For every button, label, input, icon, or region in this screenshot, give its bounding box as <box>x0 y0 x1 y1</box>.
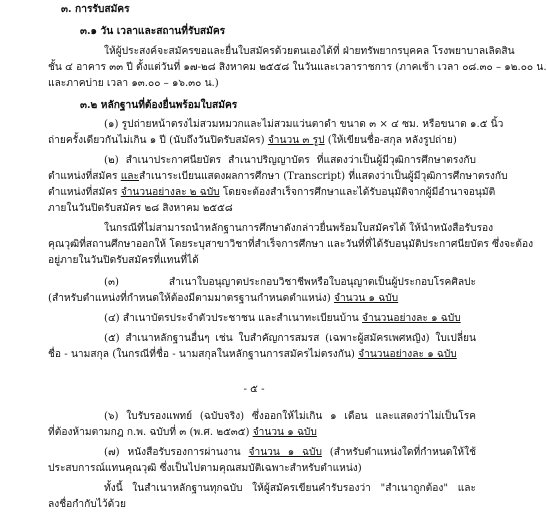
list-item-line: ถ่ายครั้งเดียวกันไม่เกิน ๑ ปี (นับถึงวันปิดรับสมัคร) จำนวน ๓ รูป (ให้เขียนชื่อ-สกุล หลังรูปถ่าย) <box>48 135 457 146</box>
list-item-line: (๓) สำเนาใบอนุญาตประกอบวิชาชีพหรือใบอนุญาตเป็นผู้ประกอบโรคศิลปะ <box>104 277 476 288</box>
note-line: คุณวุฒิที่สถานศึกษาออกให้ โดยระบุสาขาวิชาที่สำเร็จการศึกษา และวันที่ที่ได้รับอนุมัติประกาศนียบัตร ซึ่งจะต้อง <box>48 239 534 250</box>
underlined-quantity: จำนวน ๑ ฉบับ <box>248 447 322 458</box>
subsection-heading: ๓.๒ หลักฐานที่ต้องยื่นพร้อมใบสมัคร <box>80 99 238 111</box>
paragraph-line: และภาคบ่าย เวลา ๑๓.๐๐ – ๑๖.๓๐ น.) <box>48 78 219 89</box>
list-item-line: ประสบการณ์แทนคุณวุฒิ ซึ่งเป็นไปตามคุณสมบัติเฉพาะสำหรับตำแหน่ง) <box>48 463 362 474</box>
list-item-line: ตำแหน่งที่สมัคร จำนวนอย่างละ ๒ ฉบับ โดยจะต้องสำเร็จการศึกษาและได้รับอนุมัติจากผู้มีอำนาจอนุมัติ <box>48 187 496 198</box>
underlined-quantity: จำนวน ๑ ฉบับ <box>252 427 317 438</box>
list-item-line: (๑) รูปถ่ายหน้าตรงไม่สวมหมวกและไม่สวมแว่นตาดำ ขนาด ๓ × ๔ ซม. หรือขนาด ๑.๕ นิ้ว <box>104 119 504 130</box>
note-line: อยู่ภายในวันปิดรับสมัครที่แทนที่ได้ <box>48 255 199 266</box>
list-item-line: ภายในวันปิดรับสมัคร ๒๘ สิงหาคม ๒๕๕๘ <box>48 203 233 214</box>
list-item-line: ที่ต้องห้ามตามกฎ ก.พ. ฉบับที่ ๓ (พ.ศ. ๒๕๓๕) จำนวน ๑ ฉบับ <box>48 427 317 438</box>
list-item-line: (๒) สำเนาประกาศนียบัตร สำเนาปริญญาบัตร ที่แสดงว่าเป็นผู้มีวุฒิการศึกษาตรงกับ <box>104 155 476 166</box>
list-item-line: (สำหรับตำแหน่งที่กำหนดให้ต้องมีตามมาตรฐานกำหนดตำแหน่ง) จำนวน ๑ ฉบับ <box>48 293 399 304</box>
list-item-line: (๖) ใบรับรองแพทย์ (ฉบับจริง) ซึ่งออกให้ไม่เกิน ๑ เดือน และแสดงว่าไม่เป็นโรค <box>104 411 476 422</box>
list-item-line: ตำแหน่งที่สมัคร และสำเนาระเบียนแสดงผลการศึกษา (Transcript) ที่แสดงว่าเป็นผู้มีวุฒิการศึกษาตรงกับ <box>48 171 508 182</box>
paragraph-line: ชั้น ๔ อาคาร ๓๓ ปี ตั้งแต่วันที่ ๑๗-๒๘ สิงหาคม ๒๕๕๘ ในวันและเวลาราชการ (ภาคเช้า เวลา ๐๘.๓๐ – ๑๒.๐๐ น. <box>48 62 547 73</box>
list-item-line: (๔) สำเนาบัตรประจำตัวประชาชน และสำเนาทะเบียนบ้าน จำนวนอย่างละ ๑ ฉบับ <box>104 313 461 324</box>
closing-line: ทั้งนี้ ในสำเนาหลักฐานทุกฉบับ ให้ผู้สมัครเขียนคำรับรองว่า "สำเนาถูกต้อง" และ <box>104 483 476 494</box>
page-number: - ๕ - <box>243 384 265 395</box>
underlined-quantity: จำนวน ๓ รูป <box>267 135 325 146</box>
closing-line: ลงชื่อกำกับไว้ด้วย <box>48 499 126 510</box>
note-line: ในกรณีที่ไม่สามารถนำหลักฐานการศึกษาดังกล่าวยื่นพร้อมใบสมัครได้ ให้นำหนังสือรับรอง <box>104 223 494 234</box>
paragraph-line: ให้ผู้ประสงค์จะสมัครขอและยื่นใบสมัครด้วยตนเองได้ที่ ฝ่ายทรัพยากรบุคคล โรงพยาบาลเลิดสิน <box>104 46 515 57</box>
subsection-heading: ๓.๑ วัน เวลาและสถานที่รับสมัคร <box>80 25 226 37</box>
underlined-quantity: จำนวนอย่างละ ๑ ฉบับ <box>362 313 461 324</box>
list-item-line: (๕) สำเนาหลักฐานอื่นๆ เช่น ใบสำคัญการสมรส (เฉพาะผู้สมัครเพศหญิง) ใบเปลี่ยน <box>104 333 476 344</box>
section-heading: ๓. การรับสมัคร <box>61 3 130 15</box>
list-item-line: ชื่อ - นามสกุล (ในกรณีที่ชื่อ - นามสกุลในหลักฐานการสมัครไม่ตรงกัน) จำนวนอย่างละ ๑ ฉบับ <box>48 349 457 360</box>
underlined-quantity: จำนวน ๑ ฉบับ <box>333 293 399 304</box>
underlined-quantity: จำนวนอย่างละ ๑ ฉบับ <box>358 349 457 360</box>
underlined-quantity: จำนวนอย่างละ ๒ ฉบับ <box>120 187 220 198</box>
list-item-line: (๗) หนังสือรับรองการผ่านงาน จำนวน ๑ ฉบับ (สำหรับตำแหน่งใดที่กำหนดให้ใช้ <box>104 447 476 458</box>
